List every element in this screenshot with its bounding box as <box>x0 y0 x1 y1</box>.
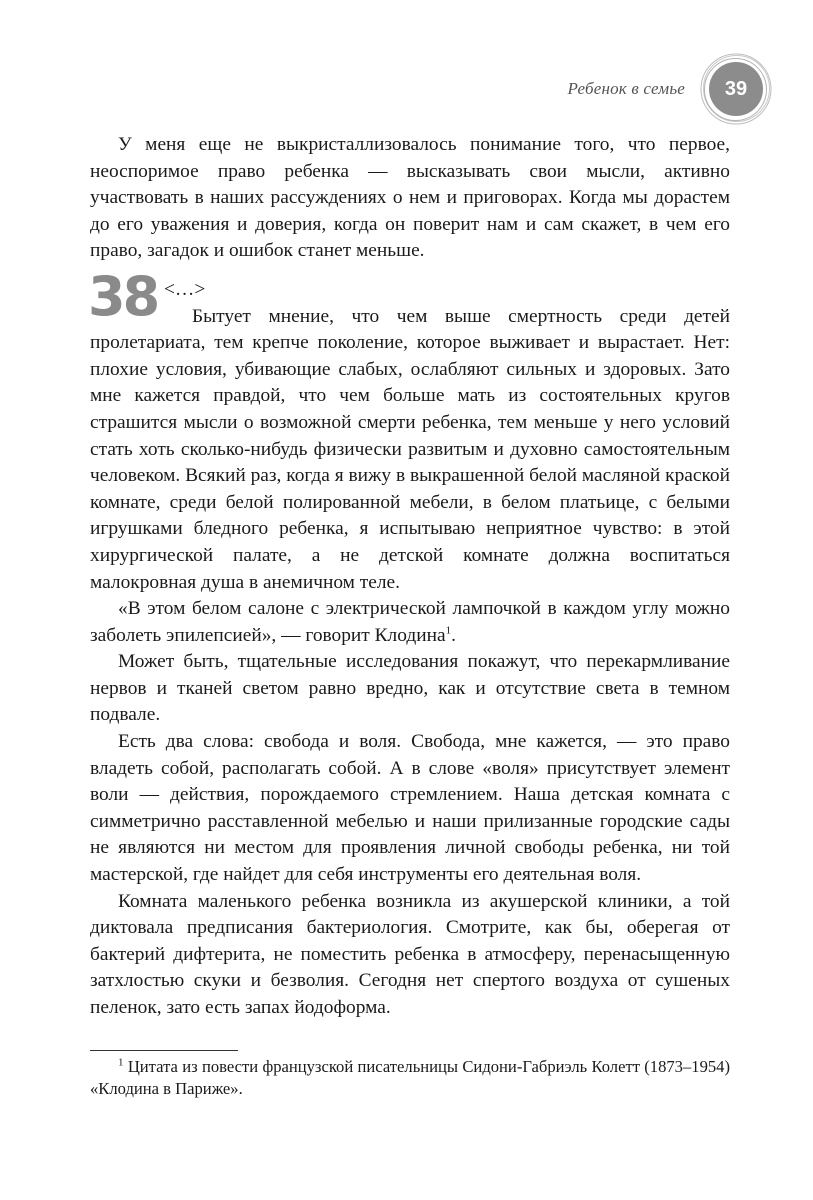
section-38 <box>88 264 730 1022</box>
main-text <box>90 132 730 1022</box>
footnote-divider <box>90 1050 238 1051</box>
page-number: 39 <box>724 77 748 100</box>
footnote <box>90 1056 730 1101</box>
paragraph: Может быть, тщательные исследования покажут, что перекармливание нервов и тканей светом равно вредно, как и отсутствие света в темном подвале. <box>90 651 730 726</box>
paragraph: У меня еще не выкристаллизовалось понимание того, что первое, неоспоримое право ребенка — высказывать свои мысли, активно участвовать в наших рассуждениях о нем и приговорах. Когда мы дорастем до его уважения и доверия, когда он поверит нам и сам скажет, в чем его право, загадок и ошибок станет меньше. <box>90 134 730 262</box>
paragraph-quote <box>90 596 730 649</box>
paragraph: Бытует мнение, что чем выше смертность среди детей пролетариата, тем крепче поколение, которое выживает и вырастает. Нет: плохие условия, убивающие слабых, ослабляют сильных и здоровых. Зато мне кажется правдой, что чем больше мать из состоятельных кругов страшится мысли о возможной смерти ребенка, тем меньше у него условий стать хоть сколько-нибудь физически развитым и духовно самостоятельным человеком. Всякий раз, когда я вижу в выкрашенной белой масляной краской комнате, среди белой полированной мебели, в белом платьице, с белыми игрушками бледного ребенка, я испытываю неприятное чувство: в этой хирургической палате, а не детской комнате должна воспитаться малокровная душа в анемичном теле. <box>90 305 730 593</box>
running-header <box>567 52 773 126</box>
section-number: 38 <box>88 264 158 328</box>
quote-end: . <box>451 624 456 646</box>
quote-text: «В этом белом салоне с электрической лампочкой в каждом углу можно заболеть эпилепсией», — говорит Клодина <box>90 598 730 646</box>
page-number-badge <box>699 52 773 126</box>
footnote-text: Цитата из повести французской писательницы Сидони-Габриэль Колетт (1873–1954) «Клодина в Париже». <box>90 1057 730 1099</box>
paragraph: Комната маленького ребенка возникла из акушерской клиники, а той диктовала предписания бактериология. Смотрите, как бы, оберегая от бактерий дифтерита, не поместить ребенка в атмосферу, перенасыщенную затхлостью скуки и безволия. Сегодня нет спертого воздуха от сушеных пеленок, зато есть запах йодоформа. <box>90 890 730 1018</box>
running-title: Ребенок в семье <box>567 79 685 98</box>
paragraph: Есть два слова: свобода и воля. Свобода, мне кажется, — это право владеть собой, располагать собой. А в слове «воля» присутствует элемент воли — действия, порождаемого стремлением. Наша детская комната с симметрично расставленной мебелью и наши прилизанные городские сады не являются ни местом для проявления личной свободы ребенка, ни той мастерской, где найдет для себя инструменты его деятельная воля. <box>90 731 730 886</box>
omission-mark: <…> <box>164 278 206 300</box>
footnote-ref[interactable]: 1 <box>445 624 452 637</box>
footnote-marker: 1 <box>118 1056 124 1069</box>
